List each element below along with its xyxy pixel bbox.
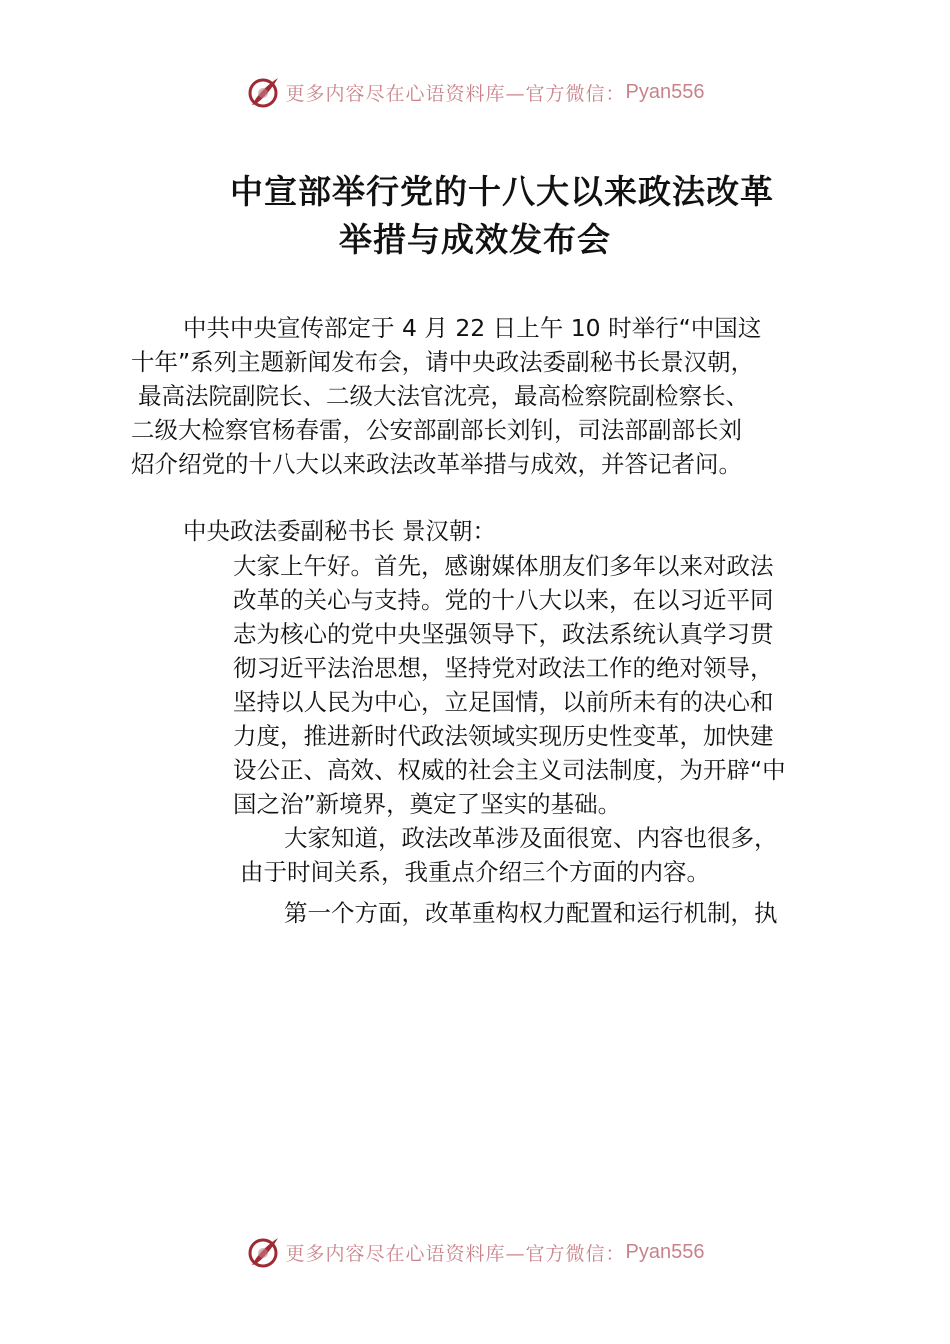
quill-logo-icon [246,1234,282,1270]
intro-line: 十年”系列主题新闻发布会，请中央政法委副秘书长景汉朝， [131,348,755,376]
watermark-wechat-id: Pyan556 [625,1240,705,1263]
footer-watermark [0,1232,950,1272]
speech-line: 大家上午好。首先，感谢媒体朋友们多年以来对政法 [233,552,774,580]
speech-line: 彻习近平法治思想，坚持党对政法工作的绝对领导， [233,654,774,682]
speech-line: 大家知道，政法改革涉及面很宽、内容也很多， [284,824,778,852]
watermark-text: 更多内容尽在心语资料库—官方微信： [285,1242,626,1265]
speech-line: 志为核心的党中央坚强领导下，政法系统认真学习贯 [233,620,774,648]
speech-line: 改革的关心与支持。党的十八大以来，在以习近平同 [233,586,774,614]
speech-line: 第一个方面，改革重构权力配置和运行机制，执 [284,899,778,927]
intro-line: 炤介绍党的十八大以来政法改革举措与成效，并答记者问。 [131,450,742,478]
speech-line: 坚持以人民为中心，立足国情，以前所未有的决心和 [233,688,774,716]
intro-line: 中共中央宣传部定于 4 月 22 日上午 10 时举行“中国这 [183,314,762,342]
speech-line: 力度，推进新时代政法领域实现历史性变革，加快建 [233,722,774,750]
document-title-line-2: 举措与成效发布会 [339,220,611,259]
intro-line: 最高法院副院长、二级大法官沈亮，最高检察院副检察长、 [138,382,749,410]
document-title-line-1: 中宣部举行党的十八大以来政法改革 [230,172,774,211]
intro-line: 二级大检察官杨春雷，公安部副部长刘钊，司法部副部长刘 [131,416,742,444]
speech-line: 设公正、高效、权威的社会主义司法制度，为开辟“中 [233,756,786,784]
speaker-label: 中央政法委副秘书长 景汉朝： [183,517,496,545]
watermark-wechat-id: Pyan556 [625,80,705,103]
quill-logo-icon [246,74,282,110]
speech-line: 由于时间关系，我重点介绍三个方面的内容。 [240,858,710,886]
watermark-text: 更多内容尽在心语资料库—官方微信： [285,82,626,105]
speech-line: 国之治”新境界，奠定了坚实的基础。 [233,790,622,818]
header-watermark [0,72,950,112]
